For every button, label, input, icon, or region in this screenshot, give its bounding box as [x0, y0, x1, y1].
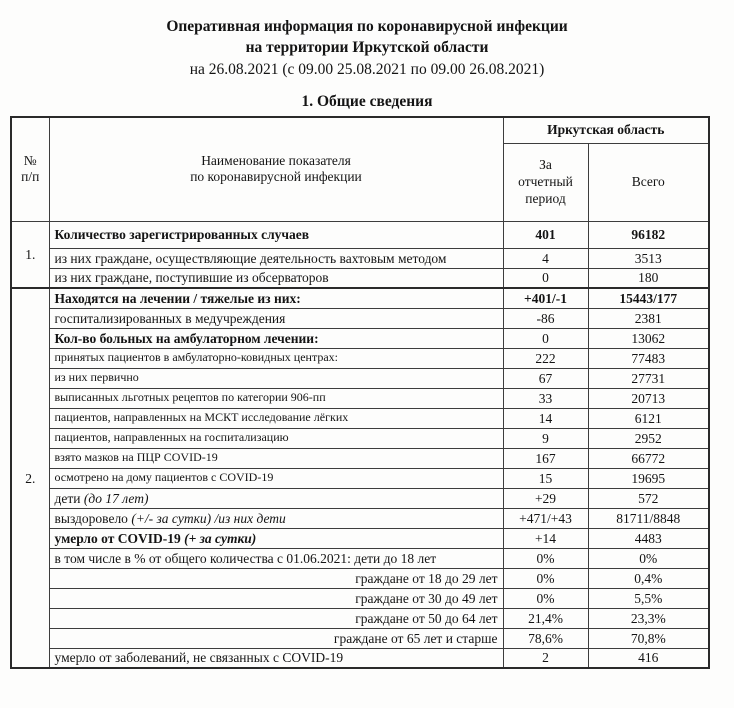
reporting-period-value: 167 — [503, 448, 588, 468]
total-value: 6121 — [588, 408, 709, 428]
indicator-label: принятых пациентов в амбулаторно-ковидных центрах: — [54, 350, 339, 365]
reporting-period-value: -86 — [503, 308, 588, 328]
row-section-number: 2. — [11, 288, 49, 668]
indicator-name-cell — [49, 628, 503, 648]
indicator-label: дети — [54, 490, 81, 506]
total-value: 27731 — [588, 368, 709, 388]
document-title-date-line: на 26.08.2021 (с 09.00 25.08.2021 по 09.00 26.08.2021) — [189, 60, 545, 78]
total-value: 81711/8848 — [588, 508, 709, 528]
reporting-period-value: 2 — [503, 648, 588, 668]
indicator-name-cell — [49, 308, 503, 328]
indicator-label: выздоровело — [54, 510, 128, 526]
row-section-number: 1. — [11, 221, 49, 288]
indicator-name-cell — [49, 468, 503, 488]
total-value: 66772 — [588, 448, 709, 468]
indicator-name-cell — [49, 588, 503, 608]
table-row — [11, 548, 709, 568]
table-row — [11, 268, 709, 288]
reporting-period-value: 9 — [503, 428, 588, 448]
table-row — [11, 588, 709, 608]
indicator-label: Кол-во больных на амбулаторном лечении: — [54, 330, 319, 346]
indicator-name-cell — [49, 221, 503, 248]
indicator-label: из них граждане, осуществляющие деятельность вахтовым методом — [54, 250, 447, 266]
indicator-label: умерло от заболеваний, не связанных с COVID-19 — [54, 650, 344, 666]
reporting-period-value: 222 — [503, 348, 588, 368]
indicator-label: в том числе в % от общего количества с 01.06.2021: дети до 18 лет — [54, 550, 437, 566]
table-row — [11, 488, 709, 508]
total-value: 2952 — [588, 428, 709, 448]
table-row — [11, 508, 709, 528]
table-row — [11, 468, 709, 488]
indicator-name-cell — [49, 528, 503, 548]
reporting-period-value: 401 — [503, 221, 588, 248]
indicator-name-cell — [49, 648, 503, 668]
reporting-period-value: +471/+43 — [503, 508, 588, 528]
indicator-name-cell — [49, 288, 503, 308]
reporting-period-value: 0 — [503, 328, 588, 348]
indicator-label: пациентов, направленных на МСКТ исследование лёгких — [54, 410, 349, 425]
indicator-name-cell — [49, 328, 503, 348]
col-header-number-line2: п/п — [21, 169, 40, 185]
indicator-label-italic-note: (+/- за сутки) /из них дети — [127, 510, 286, 526]
indicator-label: граждане от 18 до 29 лет — [355, 570, 498, 586]
col-header-name-line2: по коронавирусной инфекции — [190, 169, 362, 185]
total-value: 416 — [588, 648, 709, 668]
reporting-period-value: 15 — [503, 468, 588, 488]
reporting-period-value: 33 — [503, 388, 588, 408]
table-row — [11, 408, 709, 428]
reporting-period-value: 4 — [503, 248, 588, 268]
col-header-indicator-name — [49, 117, 503, 221]
reporting-period-value: +29 — [503, 488, 588, 508]
reporting-period-value: +401/-1 — [503, 288, 588, 308]
total-value: 0% — [588, 548, 709, 568]
table-row — [11, 608, 709, 628]
table-row — [11, 248, 709, 268]
table-row — [11, 448, 709, 468]
total-value: 20713 — [588, 388, 709, 408]
document-title-line2: на территории Иркутской области — [245, 39, 489, 57]
total-value: 19695 — [588, 468, 709, 488]
reporting-period-value: 14 — [503, 408, 588, 428]
table-row — [11, 328, 709, 348]
reporting-period-value: 0 — [503, 268, 588, 288]
total-value: 77483 — [588, 348, 709, 368]
table-row — [11, 221, 709, 248]
table-header — [11, 117, 709, 221]
table-row — [11, 528, 709, 548]
total-value: 180 — [588, 268, 709, 288]
indicator-name-cell — [49, 508, 503, 528]
table-body — [11, 221, 709, 668]
table-row — [11, 648, 709, 668]
indicator-name-cell — [49, 608, 503, 628]
total-value: 0,4% — [588, 568, 709, 588]
table-row — [11, 428, 709, 448]
col-header-reporting-period: За отчетный период — [503, 143, 588, 221]
col-header-name-line1: Наименование показателя — [201, 152, 351, 168]
indicator-name-cell — [49, 428, 503, 448]
col-header-region: Иркутская область — [503, 117, 709, 143]
total-value: 23,3% — [588, 608, 709, 628]
indicator-name-cell — [49, 368, 503, 388]
total-value: 3513 — [588, 248, 709, 268]
col-header-number — [11, 117, 49, 221]
table-row — [11, 628, 709, 648]
indicator-label: граждане от 65 лет и старше — [333, 630, 498, 646]
indicator-name-cell — [49, 488, 503, 508]
col-header-number-line1: № — [23, 152, 37, 168]
reporting-period-value: 0% — [503, 568, 588, 588]
document-title-line1: Оперативная информация по коронавирусной инфекции — [166, 18, 568, 35]
indicator-name-cell — [49, 408, 503, 428]
total-value: 96182 — [588, 221, 709, 248]
indicator-name-cell — [49, 548, 503, 568]
indicator-label: Количество зарегистрированных случаев — [54, 227, 310, 243]
total-value: 5,5% — [588, 588, 709, 608]
indicator-name-cell — [49, 348, 503, 368]
indicator-label: Находятся на лечении / тяжелые из них: — [54, 290, 301, 306]
indicator-label: пациентов, направленных на госпитализацию — [54, 430, 289, 445]
total-value: 572 — [588, 488, 709, 508]
indicator-label: выписанных льготных рецептов по категории 906-пп — [54, 390, 326, 405]
table-row — [11, 368, 709, 388]
indicator-label: госпитализированных в медучреждения — [54, 310, 286, 326]
total-value: 70,8% — [588, 628, 709, 648]
general-info-table — [10, 116, 710, 669]
reporting-period-value: 0% — [503, 548, 588, 568]
total-value: 15443/177 — [588, 288, 709, 308]
indicator-label: осмотрено на дому пациентов с COVID-19 — [54, 470, 274, 485]
reporting-period-value: +14 — [503, 528, 588, 548]
table-row — [11, 568, 709, 588]
indicator-label: умерло от COVID-19 — [54, 530, 181, 546]
indicator-name-cell — [49, 388, 503, 408]
total-value: 13062 — [588, 328, 709, 348]
indicator-name-cell — [49, 248, 503, 268]
table-row — [11, 388, 709, 408]
indicator-label-italic-note: (до 17 лет) — [80, 490, 149, 506]
indicator-name-cell — [49, 448, 503, 468]
indicator-name-cell — [49, 268, 503, 288]
indicator-label: взято мазков на ПЦР COVID-19 — [54, 450, 218, 465]
document-title — [0, 16, 734, 80]
table-row — [11, 348, 709, 368]
indicator-label-italic-note: (+ за сутки) — [180, 530, 257, 546]
indicator-label: из них первично — [54, 370, 139, 385]
indicator-name-cell — [49, 568, 503, 588]
col-header-total: Всего — [588, 143, 709, 221]
reporting-period-value: 21,4% — [503, 608, 588, 628]
reporting-period-value: 78,6% — [503, 628, 588, 648]
total-value: 2381 — [588, 308, 709, 328]
total-value: 4483 — [588, 528, 709, 548]
indicator-label: граждане от 30 до 49 лет — [355, 590, 498, 606]
indicator-label: граждане от 50 до 64 лет — [355, 610, 498, 626]
indicator-label: из них граждане, поступившие из обсерваторов — [54, 270, 329, 286]
table-row — [11, 308, 709, 328]
reporting-period-value: 0% — [503, 588, 588, 608]
table-row — [11, 288, 709, 308]
section-heading: 1. Общие сведения — [301, 93, 433, 111]
reporting-period-value: 67 — [503, 368, 588, 388]
